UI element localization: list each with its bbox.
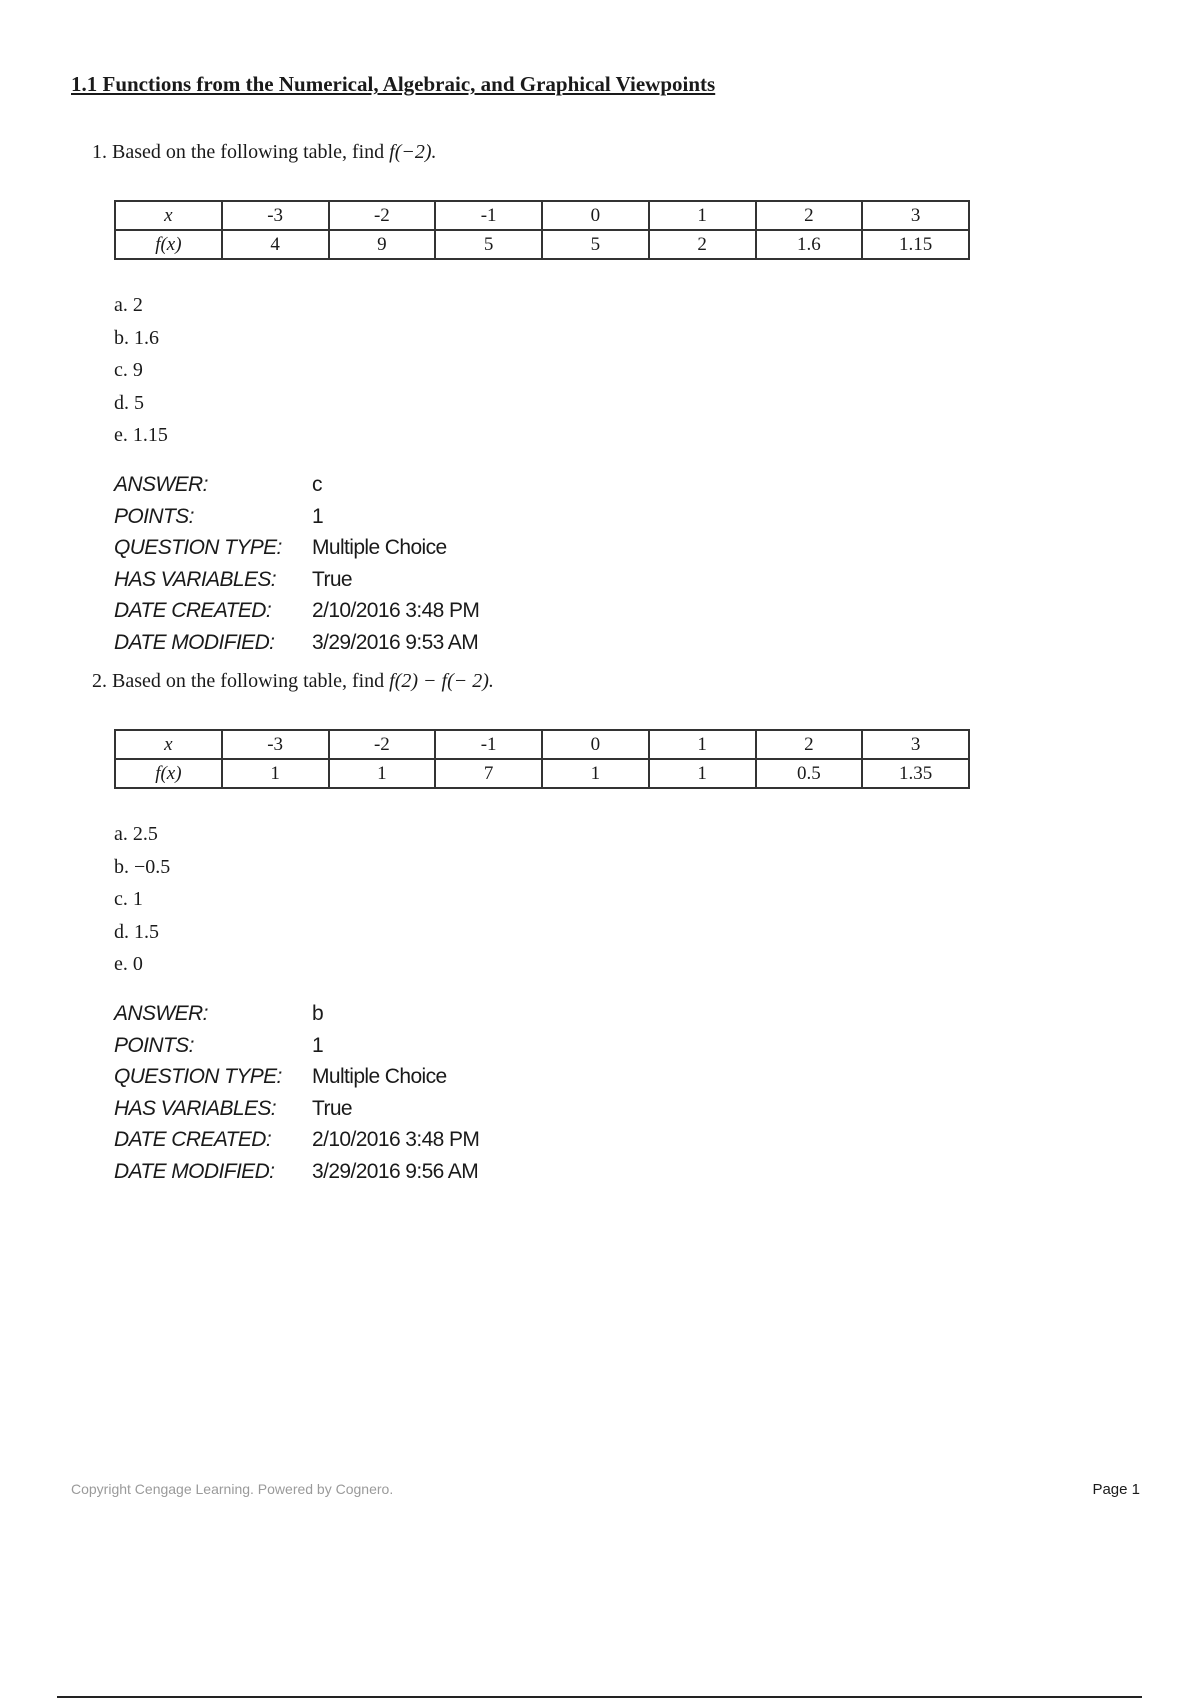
x-value-cell: -3 xyxy=(222,730,329,759)
meta-value: 3/29/2016 9:53 AM xyxy=(312,630,479,654)
question-text: Based on the following table, find xyxy=(112,670,390,692)
fx-value-cell: 1 xyxy=(329,759,436,788)
meta-value: b xyxy=(312,1002,324,1025)
meta-date-modified xyxy=(114,627,479,659)
fx-header-cell: f(x) xyxy=(115,759,222,788)
meta-has-variables xyxy=(114,564,479,596)
table-row-x xyxy=(115,201,969,230)
meta-value: True xyxy=(312,1096,352,1120)
fx-value-cell: 4 xyxy=(222,230,329,259)
x-value-cell: 0 xyxy=(542,730,649,759)
meta-value: 2/10/2016 3:48 PM xyxy=(312,599,480,622)
fx-value-cell: 1.15 xyxy=(862,230,969,259)
choice-item: c. 9 xyxy=(114,359,143,381)
choice-item: c. 1 xyxy=(114,888,143,910)
footer-page-number: Page 1 xyxy=(1092,1481,1140,1498)
choice-item: d. 5 xyxy=(114,391,144,414)
meta-date-created xyxy=(114,595,479,627)
meta-label: DATE CREATED: xyxy=(114,599,272,622)
meta-label: POINTS: xyxy=(114,504,194,528)
fx-value-cell: 2 xyxy=(649,230,756,259)
choice-item: a. 2.5 xyxy=(114,823,158,845)
choice-item: b. −0.5 xyxy=(114,855,171,878)
question-number: 1. xyxy=(92,141,107,163)
meta-label: POINTS: xyxy=(114,1033,194,1057)
meta-label: DATE MODIFIED: xyxy=(114,1159,275,1183)
question-1-value-table xyxy=(114,200,970,260)
question-expression: f(2) − f(− 2). xyxy=(389,670,494,692)
question-expression: f(−2). xyxy=(389,141,437,163)
choice-item: e. 0 xyxy=(114,953,143,975)
meta-label: QUESTION TYPE: xyxy=(114,1065,282,1088)
meta-answer xyxy=(114,998,479,1030)
choice-item: d. 1.5 xyxy=(114,920,159,943)
meta-date-created xyxy=(114,1124,479,1156)
choice-item: e. 1.15 xyxy=(114,424,168,446)
x-value-cell: -3 xyxy=(222,201,329,230)
table-row-fx xyxy=(115,759,969,788)
fx-value-cell: 1.35 xyxy=(862,759,969,788)
meta-label: ANSWER: xyxy=(114,1002,208,1025)
meta-label: HAS VARIABLES: xyxy=(114,1096,277,1120)
meta-question-type xyxy=(114,1061,479,1093)
meta-has-variables xyxy=(114,1093,479,1125)
x-value-cell: 2 xyxy=(756,201,863,230)
meta-value: 1 xyxy=(312,1033,324,1057)
fx-value-cell: 5 xyxy=(435,230,542,259)
meta-points xyxy=(114,1030,479,1062)
meta-answer xyxy=(114,469,479,501)
fx-value-cell: 1 xyxy=(542,759,649,788)
meta-label: DATE MODIFIED: xyxy=(114,630,275,654)
question-number: 2. xyxy=(92,670,107,692)
meta-date-modified xyxy=(114,1156,479,1188)
meta-value: True xyxy=(312,567,352,591)
meta-value: 3/29/2016 9:56 AM xyxy=(312,1159,479,1183)
x-header-cell: x xyxy=(115,201,222,230)
fx-value-cell: 7 xyxy=(435,759,542,788)
meta-question-type xyxy=(114,532,479,564)
question-1-metadata xyxy=(114,469,479,658)
choice-item: b. 1.6 xyxy=(114,326,159,349)
question-text: Based on the following table, find xyxy=(112,141,390,163)
meta-label: QUESTION TYPE: xyxy=(114,536,282,559)
choice-item: a. 2 xyxy=(114,294,143,316)
fx-header-cell: f(x) xyxy=(115,230,222,259)
meta-value: Multiple Choice xyxy=(312,536,447,559)
meta-value: 1 xyxy=(312,504,324,528)
fx-value-cell: 1 xyxy=(222,759,329,788)
table-row-x xyxy=(115,730,969,759)
meta-value: c xyxy=(312,473,322,496)
question-2-value-table xyxy=(114,729,970,789)
footer-copyright: Copyright Cengage Learning. Powered by Cognero. xyxy=(71,1481,394,1497)
meta-points xyxy=(114,501,479,533)
meta-label: ANSWER: xyxy=(114,473,208,496)
fx-value-cell: 1 xyxy=(649,759,756,788)
x-value-cell: 1 xyxy=(649,201,756,230)
x-value-cell: -1 xyxy=(435,730,542,759)
question-1-prompt xyxy=(92,141,437,164)
question-2-choices xyxy=(114,818,170,981)
x-value-cell: 0 xyxy=(542,201,649,230)
x-value-cell: -2 xyxy=(329,201,436,230)
bottom-divider xyxy=(57,1696,1142,1698)
fx-value-cell: 5 xyxy=(542,230,649,259)
fx-value-cell: 0.5 xyxy=(756,759,863,788)
x-header-cell: x xyxy=(115,730,222,759)
x-value-cell: -2 xyxy=(329,730,436,759)
fx-value-cell: 1.6 xyxy=(756,230,863,259)
section-heading: 1.1 Functions from the Numerical, Algebraic, and Graphical Viewpoints xyxy=(71,72,716,96)
question-2-metadata xyxy=(114,998,479,1187)
x-value-cell: 3 xyxy=(862,201,969,230)
fx-value-cell: 9 xyxy=(329,230,436,259)
meta-label: HAS VARIABLES: xyxy=(114,567,277,591)
meta-value: 2/10/2016 3:48 PM xyxy=(312,1128,480,1151)
x-value-cell: 3 xyxy=(862,730,969,759)
x-value-cell: 2 xyxy=(756,730,863,759)
meta-value: Multiple Choice xyxy=(312,1065,447,1088)
meta-label: DATE CREATED: xyxy=(114,1128,272,1151)
question-2-prompt xyxy=(92,670,494,693)
question-1-choices xyxy=(114,289,168,452)
x-value-cell: 1 xyxy=(649,730,756,759)
x-value-cell: -1 xyxy=(435,201,542,230)
table-row-fx xyxy=(115,230,969,259)
